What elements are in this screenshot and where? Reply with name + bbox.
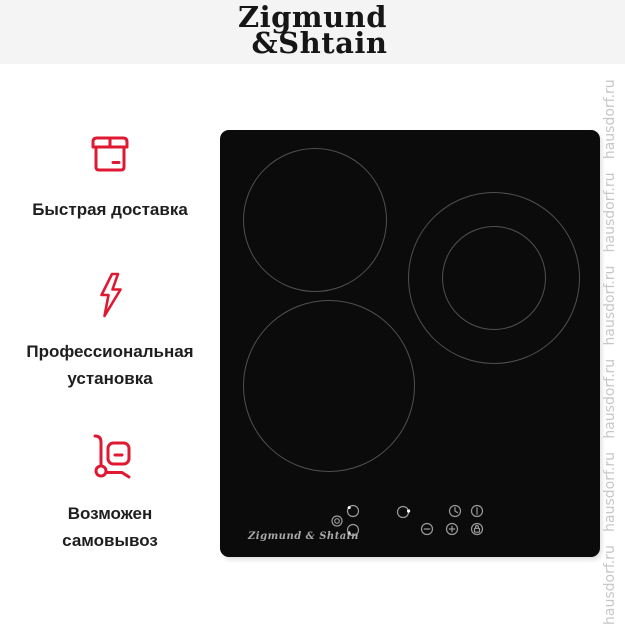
- feature-pickup-available: [12, 430, 208, 554]
- lightning-icon: [97, 272, 124, 323]
- power-icon: [472, 506, 483, 517]
- right-burner-select-icon: [398, 507, 409, 518]
- brand-logo-line2: &Shtain: [251, 26, 388, 60]
- feature-label: Профессиональная установка: [26, 342, 194, 388]
- hand-truck-icon: [85, 430, 135, 485]
- burner-bottom-left: [243, 300, 415, 472]
- brand-banner: [0, 0, 625, 64]
- feature-label: Возможен самовывоз: [62, 504, 158, 550]
- box-icon: [86, 128, 134, 181]
- burner-right-inner: [442, 226, 546, 330]
- minus-icon: [422, 524, 433, 535]
- product-image-cooktop: [220, 130, 600, 557]
- feature-fast-delivery: [12, 128, 208, 223]
- burner-top-left: [243, 148, 387, 292]
- timer-icon: [450, 506, 461, 517]
- dual-zone-icon: [332, 516, 342, 526]
- feature-label: Быстрая доставка: [32, 200, 188, 219]
- lock-icon: [472, 524, 483, 535]
- plus-icon: [447, 524, 458, 535]
- brand-logo-line1: Zigmund: [237, 0, 388, 34]
- feature-professional-installation: [12, 272, 208, 392]
- cooktop-brand-label: Zigmund & Shtain: [248, 531, 359, 542]
- site-watermark: hausdorf.ru hausdorf.ru hausdorf.ru hausdorf.ru hausdorf.ru hausdorf.ru: [602, 79, 618, 625]
